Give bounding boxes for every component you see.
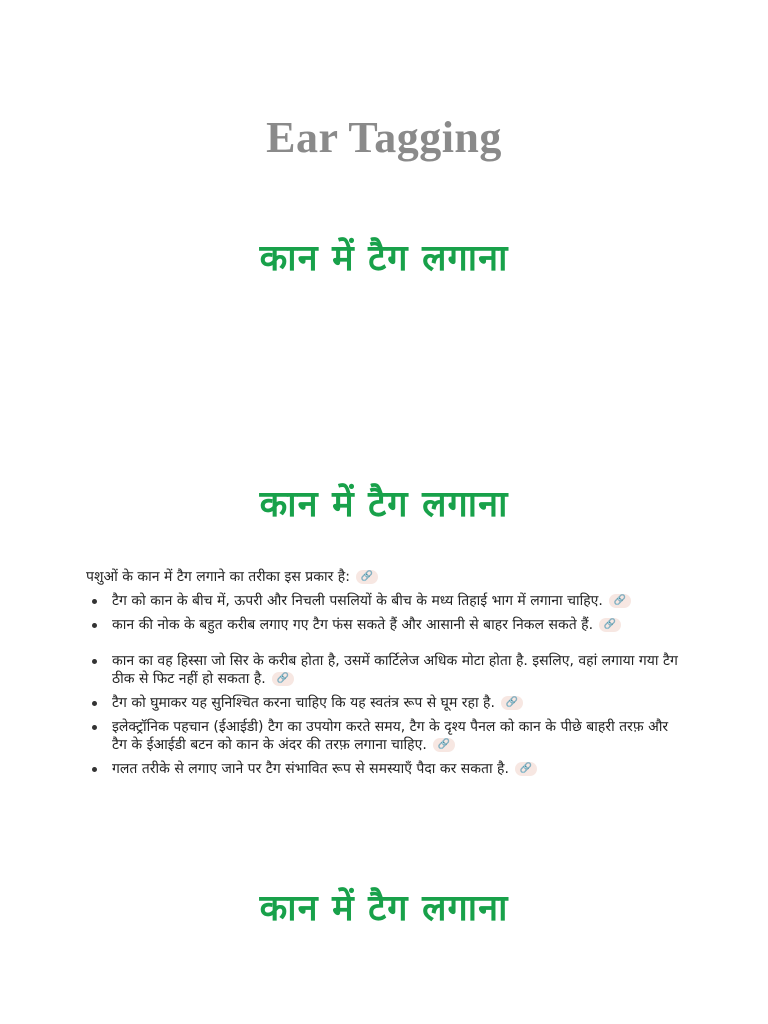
- list-item-text: कान की नोक के बहुत करीब लगाए गए टैग फंस सकते हैं और आसानी से बाहर निकल सकते हैं.: [112, 617, 594, 633]
- link-icon[interactable]: 🔗: [433, 738, 455, 752]
- link-icon[interactable]: 🔗: [272, 672, 294, 686]
- content-block: [86, 568, 686, 784]
- intro-text: पशुओं के कान में टैग लगाने का तरीका इस प्रकार है:: [86, 569, 350, 585]
- list-item: [86, 694, 686, 712]
- list-item-text: टैग को घुमाकर यह सुनिश्चित करना चाहिए कि यह स्वतंत्र रूप से घूम रहा है.: [112, 695, 495, 711]
- link-icon[interactable]: 🔗: [356, 570, 378, 584]
- list-item: [86, 718, 686, 754]
- section-heading: कान में टैग लगाना: [259, 484, 509, 525]
- list-item: [86, 592, 686, 610]
- list-item: [86, 616, 686, 634]
- section-heading: कान में टैग लगाना: [259, 238, 509, 279]
- page-title: Ear Tagging: [266, 113, 502, 162]
- link-icon[interactable]: 🔗: [501, 696, 523, 710]
- list-item: [86, 652, 686, 688]
- intro-paragraph: [86, 568, 686, 586]
- list-item-text: इलेक्ट्रॉनिक पहचान (ईआईडी) टैग का उपयोग करते समय, टैग के दृश्य पैनल को कान के पीछे बाहरी तरफ़ और टैग के ईआईडी बटन को कान के अंदर की तरफ़ लगाना चाहिए.: [112, 719, 669, 753]
- list-item-text: टैग को कान के बीच में, ऊपरी और निचली पसलियों के बीच के मध्य तिहाई भाग में लगाना चाहिए.: [112, 593, 603, 609]
- list-item-text: कान का वह हिस्सा जो सिर के करीब होता है, उसमें कार्टिलेज अधिक मोटा होता है. इसलिए, वहां लगाया गया टैग ठीक से फिट नहीं हो सकता है.: [112, 653, 678, 687]
- bullet-list: [86, 592, 686, 778]
- link-icon[interactable]: 🔗: [599, 618, 621, 632]
- list-item-text: गलत तरीके से लगाए जाने पर टैग संभावित रूप से समस्याएँ पैदा कर सकता है.: [112, 761, 509, 777]
- section-heading: कान में टैग लगाना: [259, 888, 509, 929]
- list-item: [86, 760, 686, 778]
- link-icon[interactable]: 🔗: [515, 762, 537, 776]
- link-icon[interactable]: 🔗: [609, 594, 631, 608]
